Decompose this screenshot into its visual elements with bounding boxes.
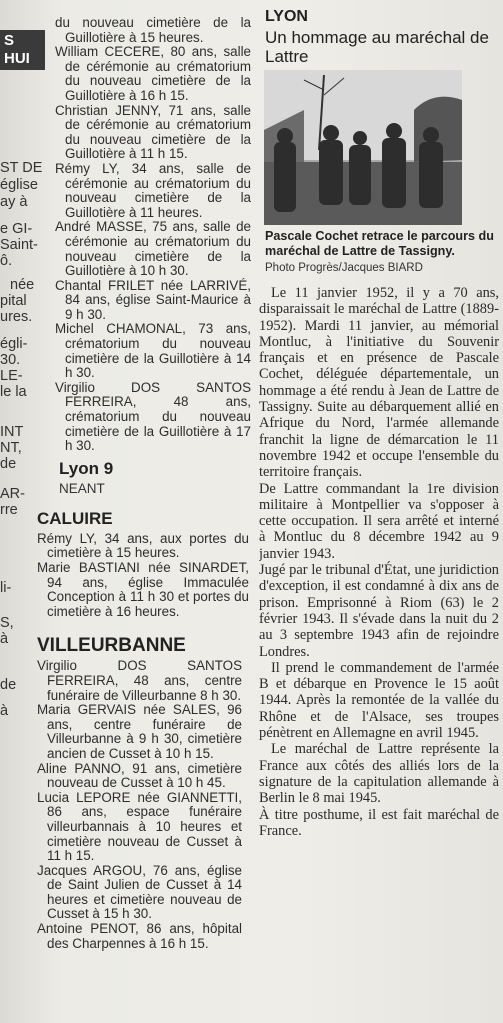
villeurbanne-section	[37, 635, 242, 951]
fragment-line: à	[0, 703, 9, 719]
fragment-line: le la	[0, 384, 27, 400]
obituary-entry: Marie BASTIANI née SINARDET, 94 ans, église Immaculée Conception à 11 h 30 et portes du cimetière à 16 heures.	[37, 560, 249, 619]
obituary-entry: Virgilio DOS SANTOS FERREIRA, 48 ans, centre funéraire de Villeurbanne 8 h 30.	[37, 658, 242, 703]
fragment-line: égli-	[0, 336, 28, 352]
article-column	[259, 0, 503, 1023]
photo-caption: Pascale Cochet retrace le parcours du maréchal de Lattre de Tassigny.	[265, 229, 494, 258]
fragment-line: ures.	[0, 309, 33, 325]
obituary-entry: Rémy LY, 34 ans, salle de cérémonie au crématorium du nouveau cimetière de la Guillotière à 11 heures.	[55, 160, 251, 220]
article-paragraph: Il prend le commandement de l'armée B et débarque en Provence le 15 août 1944. Après la remontée de la vallée du Rhône et de l'Alsace, ses troupes pénètrent en Allemagne en avril 1945.	[259, 659, 499, 742]
article-paragraph: De Lattre commandant la 1re division militaire à Montpellier va s'opposer à cette occupation. Il sera arrêté et interné à Montluc du 8 décembre 1942 au 9 janvier 1943.	[259, 480, 499, 562]
article-paragraph: Le maréchal de Lattre représente la France aux côtés des alliés lors de la signature de la capitulation allemande à Berlin le 8 mai 1945.	[259, 741, 499, 807]
fragment-line: li-	[0, 580, 12, 596]
section-box-line: HUI	[4, 50, 30, 67]
obituary-entry: William CECERE, 80 ans, salle de cérémonie au crématorium du nouveau cimetière de la Guillotière à 16 h 15.	[55, 44, 251, 103]
obituary-entry: Lucia LEPORE née GIANNETTI, 86 ans, espace funéraire villeurbannais à 10 heures et cimetière nouveau de Cusset à 11 h 15.	[37, 789, 242, 864]
fragment-line: de	[0, 677, 17, 693]
obituary-entry: Virgilio DOS SANTOS FERREIRA, 48 ans, crématorium du nouveau cimetière de la Guillotière à 17 h 30.	[55, 379, 251, 454]
fragment-line: église	[0, 177, 38, 193]
fragment-line: 30.	[0, 352, 21, 368]
obituary-entry: Maria GERVAIS née SALES, 96 ans, centre funéraire de Villeurbanne à 9 h 30, cimetière ancien de Cusset à 10 h 15.	[37, 702, 242, 761]
fragment-line: née	[10, 277, 35, 293]
obituary-entry: Chantal FRILET née LARRIVÉ, 84 ans, église Saint-Maurice à 9 h 30.	[55, 277, 251, 322]
fragment-line: de	[0, 456, 17, 472]
article-paragraph: À titre posthume, il est fait maréchal de France.	[259, 806, 499, 839]
fragment-line: ST DE	[0, 160, 43, 176]
fragment-line: ô.	[0, 253, 13, 269]
obituary-entry: Christian JENNY, 71 ans, salle de cérémonie au crématorium du nouveau cimetière de la Guillotière à 11 h 15.	[55, 102, 251, 162]
photo-credit: Photo Progrès/Jacques BIARD	[265, 262, 423, 274]
article-headline: Un hommage au maréchal de Lattre	[265, 28, 489, 66]
fragment-line: rre	[0, 502, 18, 518]
city-heading-villeurbanne: VILLEURBANNE	[37, 635, 186, 657]
fragment-line: à	[0, 631, 9, 647]
fragment-line: LE-	[0, 368, 23, 384]
section-box-line: S	[4, 32, 15, 49]
article-paragraph: Jugé par le tribunal d'État, une juridiction d'exception, il est condamné à dix ans de prison. Emprisonné à Riom (63) le 2 février 1943. Il s'évade dans la nuit du 2 au 3 septembre 1943 afin de rejoindre Londres.	[259, 562, 499, 660]
photo-illustration	[264, 70, 462, 225]
neant-text: NEANT	[59, 480, 105, 496]
section-label: LYON	[265, 8, 308, 25]
obituary-entry: Michel CHAMONAL, 73 ans, crématorium du nouveau cimetière de la Guillotière à 14 h 30.	[55, 321, 251, 381]
ceremony-photo	[264, 70, 462, 225]
obituary-entry: Antoine PENOT, 86 ans, hôpital des Charpennes à 16 h 15.	[37, 921, 242, 951]
caluire-section	[37, 508, 249, 620]
fragment-line: AR-	[0, 486, 25, 502]
fragment-line: NT,	[0, 440, 22, 456]
obituary-column	[37, 0, 252, 1023]
obituary-entry: Rémy LY, 34 ans, aux portes du cimetière à 15 heures.	[37, 530, 249, 561]
fragment-line: S,	[0, 615, 14, 631]
obituary-entry: du nouveau cimetière de la Guillotière à 15 heures.	[55, 15, 251, 45]
city-heading-lyon9: Lyon 9	[59, 458, 114, 478]
obituary-entry: Jacques ARGOU, 76 ans, église de Saint Julien de Cusset à 14 heures et cimetière nouveau de Cusset à 15 h 30.	[37, 862, 242, 922]
city-heading-caluire: CALUIRE	[37, 508, 113, 528]
fragment-line: e GI-	[0, 221, 33, 237]
obituary-entry: Aline PANNO, 91 ans, cimetière nouveau de Cusset à 10 h 45.	[37, 760, 242, 791]
fragment-line: pital	[0, 293, 27, 309]
fragment-line: INT	[0, 424, 24, 440]
obituary-list	[37, 0, 251, 496]
fragment-line: Saint-	[0, 237, 38, 253]
obituary-entry: André MASSE, 75 ans, salle de cérémonie au crématorium du nouveau cimetière de la Guillotière à 10 h 30.	[55, 219, 251, 279]
fragment-line: ay à	[0, 194, 28, 210]
article-paragraph: Le 11 janvier 1952, il y a 70 ans, disparaissait le maréchal de Lattre (1889-1952). Mardi 11 janvier, au mémorial Montluc, à l'initiative du Souvenir français et en présence de Pascale Cochet, déléguée départementale, un hommage a été rendu à Jean de Lattre de Tassigny. Suite au débarquement allié en Afrique du Nord, l'armée allemande franchit la ligne de démarcation le 11 novembre 1942 et occupe l'ensemble du territoire français.	[259, 285, 499, 481]
